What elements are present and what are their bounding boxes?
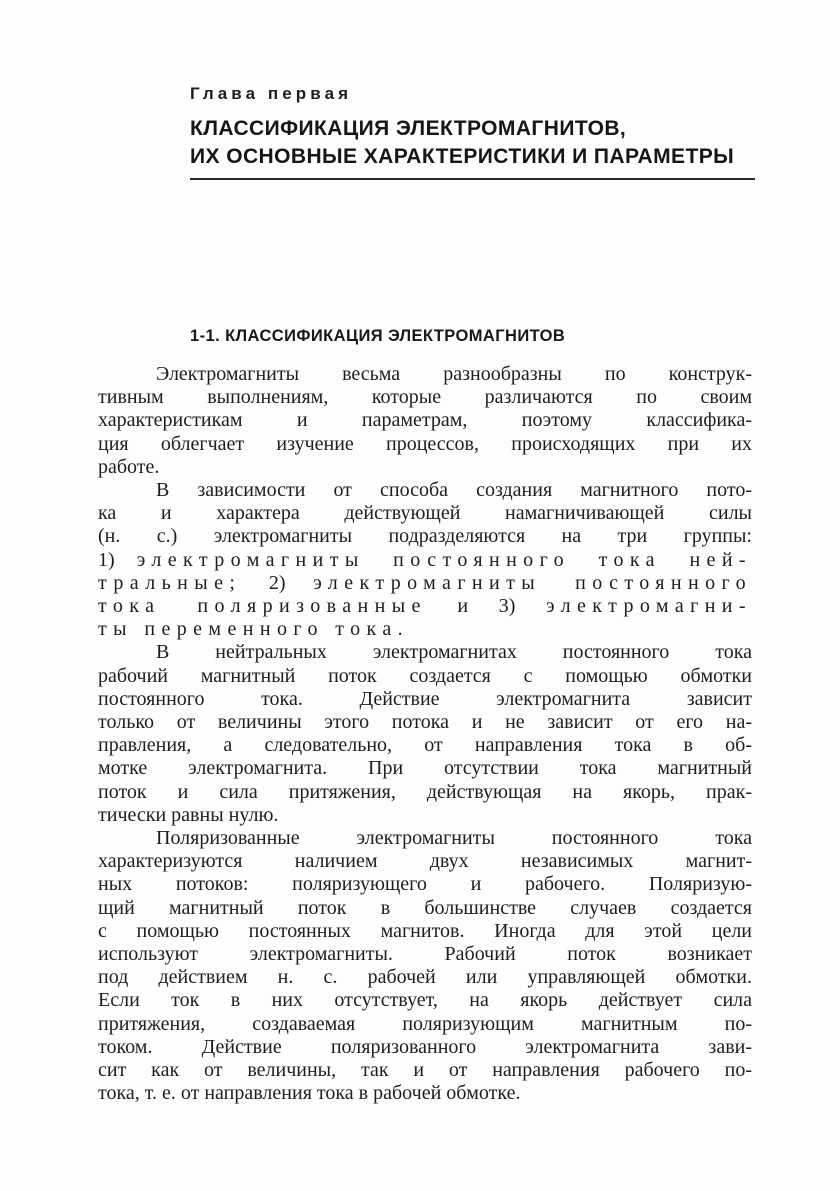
text-run: постоянного тока. Действие электромагнита зависит	[98, 687, 752, 710]
paragraph	[98, 363, 752, 479]
text-run: сит как от величины, так и от направления рабочего по-	[98, 1059, 752, 1082]
text-line	[98, 525, 752, 548]
text-line	[98, 363, 752, 386]
text-line	[98, 409, 752, 432]
text-line	[98, 665, 752, 688]
text-line	[98, 549, 752, 572]
body-text	[98, 363, 752, 1106]
text-line	[98, 827, 752, 850]
text-line	[98, 1059, 752, 1082]
text-line	[98, 386, 752, 409]
text-run: рабочий магнитный поток создается с помощью обмотки	[98, 664, 752, 687]
text-run: работе.	[98, 455, 160, 478]
text-line	[98, 1082, 752, 1105]
paragraph	[98, 479, 752, 641]
text-run: притяжения, создаваемая поляризующим магнитным по-	[98, 1012, 752, 1035]
text-run: правления, а следовательно, от направления тока в об-	[98, 734, 752, 757]
text-run: Электромагниты весьма разнообразны по конструк-	[156, 363, 752, 385]
paragraph	[98, 641, 752, 827]
emphasized-spaced-text: тральные;	[98, 571, 242, 594]
emphasized-spaced-text: тока поляризованные	[98, 595, 427, 618]
text-run: тивным выполнениям, которые различаются по своим	[98, 386, 752, 409]
text-line	[98, 1036, 752, 1059]
chapter-title-line-1: КЛАССИФИКАЦИЯ ЭЛЕКТРОМАГНИТОВ,	[190, 117, 627, 140]
text-run: с помощью постоянных магнитов. Иногда для этой цели	[98, 919, 752, 942]
text-run: (н. с.) электромагниты подразделяются на три группы:	[98, 525, 752, 548]
section-heading: 1-1. КЛАССИФИКАЦИЯ ЭЛЕКТРОМАГНИТОВ	[190, 327, 566, 345]
text-run: Поляризованные электромагниты постоянного тока	[156, 827, 752, 850]
text-line	[98, 502, 752, 525]
text-run: характеристикам и параметрам, поэтому классифика-	[98, 409, 752, 432]
text-run: тически равны нулю.	[98, 803, 279, 826]
text-line	[98, 897, 752, 920]
text-run: поток и сила притяжения, действующая на якорь, прак-	[98, 780, 752, 803]
text-line	[98, 850, 752, 873]
text-run: Если ток в них отсутствует, на якорь действует сила	[98, 989, 752, 1012]
text-run: только от величины этого потока и не зависит от его на-	[98, 711, 752, 734]
text-line	[98, 433, 752, 456]
text-run: ных потоков: поляризующего и рабочего. Поляризую-	[98, 873, 752, 896]
text-line	[98, 804, 752, 827]
text-run: и 3)	[426, 595, 546, 618]
title-rule-divider	[190, 178, 755, 180]
text-line	[98, 781, 752, 804]
chapter-head	[190, 84, 755, 180]
chapter-title-line-2: ИХ ОСНОВНЫЕ ХАРАКТЕРИСТИКИ И ПАРАМЕТРЫ	[190, 145, 735, 168]
emphasized-spaced-text: ты переменного тока.	[98, 618, 410, 641]
text-run: В зависимости от способа создания магнитного пото-	[156, 479, 752, 502]
text-run: ция облегчает изучение процессов, происходящих при их	[98, 432, 752, 455]
text-line	[98, 456, 752, 479]
text-line	[98, 572, 752, 595]
text-run: используют электромагниты. Рабочий поток возникает	[98, 943, 752, 966]
text-line	[98, 943, 752, 966]
text-line	[98, 757, 752, 780]
text-line	[98, 734, 752, 757]
paragraph	[98, 827, 752, 1105]
text-line	[98, 711, 752, 734]
text-run: мотке электромагнита. При отсутствии тока магнитный	[98, 757, 752, 780]
text-line	[98, 641, 752, 664]
text-run: В нейтральных электромагнитах постоянного тока	[156, 641, 752, 664]
text-run: 1)	[98, 548, 137, 571]
text-run: ка и характера действующей намагничивающей силы	[98, 502, 752, 525]
text-run: током. Действие поляризованного электромагнита зави-	[98, 1035, 752, 1058]
text-line	[98, 479, 752, 502]
text-run: щий магнитный поток в большинстве случаев создается	[98, 896, 752, 919]
chapter-title	[190, 115, 755, 171]
text-run: характеризуются наличием двух независимых магнит-	[98, 850, 752, 873]
text-line	[98, 873, 752, 896]
text-line	[98, 618, 752, 641]
emphasized-spaced-text: электромагниты постоянного тока ней-	[136, 548, 752, 571]
text-line	[98, 1013, 752, 1036]
text-run: под действием н. с. рабочей или управляющей обмотки.	[98, 966, 752, 989]
text-line	[98, 688, 752, 711]
text-line	[98, 989, 752, 1012]
text-run: тока, т. е. от направления тока в рабочей обмотке.	[98, 1082, 521, 1105]
text-line	[98, 966, 752, 989]
emphasized-spaced-text: электромагни-	[545, 595, 752, 618]
text-line	[98, 595, 752, 618]
text-line	[98, 920, 752, 943]
chapter-label: Глава первая	[190, 84, 353, 103]
emphasized-spaced-text: электромагниты постоянного	[313, 571, 752, 594]
text-run: 2)	[241, 571, 314, 594]
